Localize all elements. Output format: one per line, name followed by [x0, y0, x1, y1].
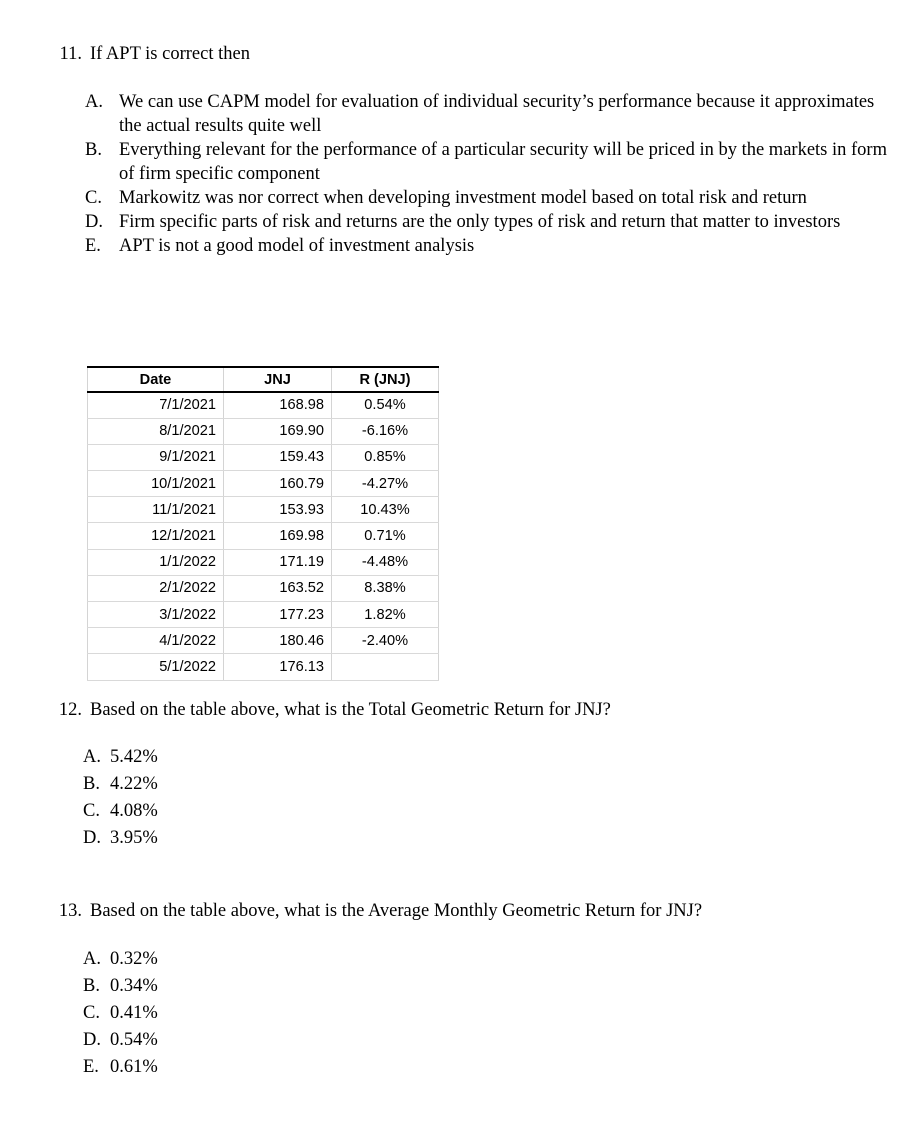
table-row: [88, 602, 439, 628]
cell-jnj: 159.43: [224, 444, 332, 470]
option-text: Markowitz was nor correct when developing investment model based on total risk and return: [119, 188, 807, 209]
option-letter: B.: [85, 140, 102, 161]
cell-jnj: 153.93: [224, 497, 332, 523]
question-12-prompt: Based on the table above, what is the Total Geometric Return for JNJ?: [90, 700, 611, 720]
cell-date: 8/1/2021: [88, 418, 224, 444]
option-letter: D.: [83, 828, 101, 848]
cell-jnj: 169.90: [224, 418, 332, 444]
table-header-row: [88, 367, 439, 392]
question-12-number: 12.: [58, 700, 82, 720]
question-13-option-d[interactable]: [83, 1027, 383, 1054]
question-11-option-e[interactable]: [85, 234, 890, 258]
table-header: [88, 367, 439, 392]
option-letter: D.: [83, 1030, 101, 1050]
question-13-options: [83, 946, 383, 1081]
cell-return: -2.40%: [332, 628, 439, 654]
table-row: [88, 523, 439, 549]
question-11-option-b[interactable]: [85, 138, 890, 186]
option-letter: A.: [83, 747, 101, 767]
cell-date: 4/1/2022: [88, 628, 224, 654]
table-row: [88, 418, 439, 444]
table-body: [88, 392, 439, 680]
question-11-option-c[interactable]: [85, 186, 890, 210]
cell-jnj: 169.98: [224, 523, 332, 549]
question-12-options: [83, 744, 383, 852]
cell-jnj: 177.23: [224, 602, 332, 628]
option-letter: C.: [85, 188, 102, 209]
question-13: [52, 899, 852, 923]
cell-return: 0.71%: [332, 523, 439, 549]
table-row: [88, 444, 439, 470]
question-11-option-a[interactable]: [85, 90, 890, 138]
question-11-prompt: If APT is correct then: [90, 44, 250, 64]
option-text: 4.08%: [110, 801, 158, 821]
question-12-option-c[interactable]: [83, 798, 383, 825]
option-text: 0.34%: [110, 976, 158, 996]
table-row: [88, 628, 439, 654]
cell-return: 10.43%: [332, 497, 439, 523]
option-text: Everything relevant for the performance of a particular security will be priced in by the markets in form of firm specific component: [119, 140, 887, 185]
option-letter: C.: [83, 801, 100, 821]
table-row: [88, 471, 439, 497]
question-13-number: 13.: [58, 901, 82, 921]
cell-jnj: 171.19: [224, 549, 332, 575]
option-letter: C.: [83, 1003, 100, 1023]
table-row: [88, 654, 439, 680]
cell-return: 1.82%: [332, 602, 439, 628]
option-letter: E.: [83, 1057, 99, 1077]
question-12-heading: [52, 698, 852, 722]
option-text: 4.22%: [110, 774, 158, 794]
jnj-returns-table-container: [87, 366, 439, 681]
question-11: [52, 42, 892, 66]
cell-return: 8.38%: [332, 575, 439, 601]
cell-date: 5/1/2022: [88, 654, 224, 680]
cell-jnj: 160.79: [224, 471, 332, 497]
question-12: [52, 698, 852, 722]
question-13-prompt: Based on the table above, what is the Average Monthly Geometric Return for JNJ?: [90, 901, 703, 921]
question-11-number: 11.: [59, 44, 82, 64]
column-header-r-jnj: R (JNJ): [332, 367, 439, 392]
option-text: APT is not a good model of investment analysis: [119, 236, 475, 257]
cell-date: 3/1/2022: [88, 602, 224, 628]
option-text: 5.42%: [110, 747, 158, 767]
table-row: [88, 575, 439, 601]
cell-return: 0.54%: [332, 392, 439, 418]
cell-date: 7/1/2021: [88, 392, 224, 418]
cell-return: 0.85%: [332, 444, 439, 470]
cell-date: 12/1/2021: [88, 523, 224, 549]
option-letter: E.: [85, 236, 101, 257]
cell-date: 1/1/2022: [88, 549, 224, 575]
cell-jnj: 168.98: [224, 392, 332, 418]
cell-jnj: 176.13: [224, 654, 332, 680]
question-11-options: [85, 90, 890, 258]
option-text: 0.54%: [110, 1030, 158, 1050]
option-letter: B.: [83, 976, 100, 996]
option-letter: D.: [85, 212, 103, 233]
cell-jnj: 163.52: [224, 575, 332, 601]
question-12-option-a[interactable]: [83, 744, 383, 771]
option-letter: A.: [85, 92, 103, 112]
column-header-jnj: JNJ: [224, 367, 332, 392]
option-text: 0.32%: [110, 949, 158, 969]
cell-jnj: 180.46: [224, 628, 332, 654]
question-13-option-a[interactable]: [83, 946, 383, 973]
question-13-heading: [52, 899, 852, 923]
cell-date: 9/1/2021: [88, 444, 224, 470]
question-12-option-d[interactable]: [83, 825, 383, 852]
cell-return: -6.16%: [332, 418, 439, 444]
cell-return: -4.27%: [332, 471, 439, 497]
option-text: We can use CAPM model for evaluation of individual security’s performance because it approximates the actual results quite well: [119, 92, 875, 137]
table-row: [88, 392, 439, 418]
option-letter: A.: [83, 949, 101, 969]
option-text: 3.95%: [110, 828, 158, 848]
question-11-heading: [52, 42, 892, 66]
question-13-option-e[interactable]: [83, 1054, 383, 1081]
column-header-date: Date: [88, 367, 224, 392]
option-text: 0.61%: [110, 1057, 158, 1077]
option-text: 0.41%: [110, 1003, 158, 1023]
cell-date: 10/1/2021: [88, 471, 224, 497]
question-11-option-d[interactable]: [85, 210, 890, 234]
cell-date: 11/1/2021: [88, 497, 224, 523]
cell-date: 2/1/2022: [88, 575, 224, 601]
question-13-option-c[interactable]: [83, 1000, 383, 1027]
option-text: Firm specific parts of risk and returns are the only types of risk and return that matter to investors: [119, 212, 841, 233]
question-13-option-b[interactable]: [83, 973, 383, 1000]
option-letter: B.: [83, 774, 100, 794]
table-row: [88, 497, 439, 523]
jnj-returns-table: [87, 366, 439, 681]
cell-return: -4.48%: [332, 549, 439, 575]
question-12-option-b[interactable]: [83, 771, 383, 798]
cell-return: [332, 654, 439, 680]
table-row: [88, 549, 439, 575]
